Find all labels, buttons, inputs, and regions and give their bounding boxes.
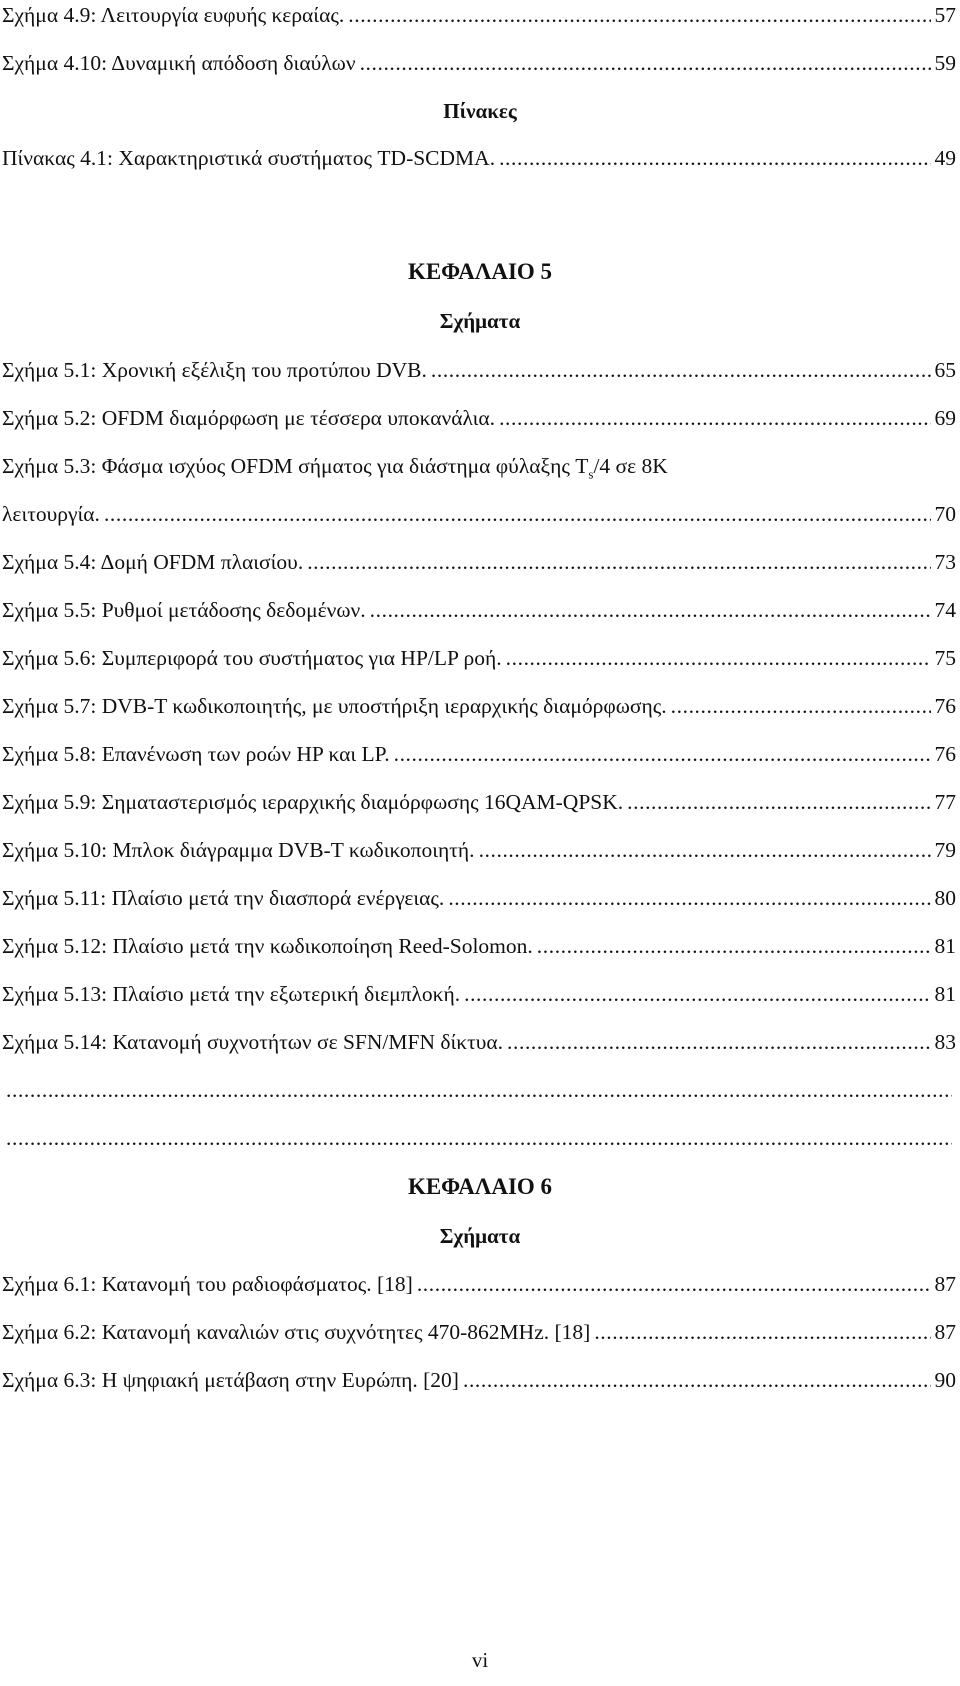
leader-dots <box>499 401 930 435</box>
leader-dots <box>448 881 930 915</box>
toc-entry-page: 81 <box>934 982 956 1006</box>
leader-dots <box>104 497 931 531</box>
toc-entry[interactable] <box>2 497 956 531</box>
toc-entry[interactable] <box>2 881 956 915</box>
leader-dots <box>348 0 930 32</box>
section-subheading: Σχήματα <box>439 1224 521 1248</box>
leader-dots <box>594 1315 930 1349</box>
toc-entry-label: Σχήμα 5.11: Πλαίσιο μετά την διασπορά ενέργειας. <box>2 886 445 910</box>
leader-dots <box>360 46 931 80</box>
toc-entry-page: 74 <box>934 598 956 622</box>
leader-dots <box>464 977 930 1011</box>
toc-entry-label: Σχήμα 5.8: Επανένωση των ροών HP και LP. <box>2 742 390 766</box>
toc-entry-page: 76 <box>934 742 956 766</box>
toc-entry[interactable] <box>2 401 956 435</box>
page-number: vi <box>471 1648 489 1672</box>
toc-entry[interactable] <box>2 833 956 867</box>
toc-entry-page: 87 <box>934 1320 956 1344</box>
leader-dots <box>479 833 931 867</box>
chapter-heading: ΚΕΦΑΛΑΙΟ 6 <box>407 1174 553 1199</box>
toc-entry-page: 75 <box>934 646 956 670</box>
toc-entry[interactable] <box>2 785 956 819</box>
leader-dots <box>417 1267 931 1301</box>
toc-entry-label: Σχήμα 5.6: Συμπεριφορά του συστήματος για HP/LP ροή. <box>2 646 502 670</box>
leader-dots <box>671 689 931 723</box>
toc-entry-page: 87 <box>934 1272 956 1296</box>
section-subheading: Πίνακες <box>443 99 517 123</box>
toc-entry-label: Σχήμα 5.2: OFDM διαμόρφωση με τέσσερα υποκανάλια. <box>2 406 496 430</box>
toc-entry[interactable] <box>2 1363 956 1397</box>
leader-dots <box>394 737 931 771</box>
toc-entry-label: Σχήμα 5.12: Πλαίσιο μετά την κωδικοποίηση Reed-Solomon. <box>2 934 533 958</box>
chapter-heading: ΚΕΦΑΛΑΙΟ 5 <box>407 259 553 284</box>
toc-entry[interactable] <box>2 977 956 1011</box>
toc-entry-page: 69 <box>934 406 956 430</box>
toc-entry[interactable] <box>2 0 956 32</box>
toc-entry[interactable] <box>2 46 956 80</box>
toc-entry-label: Σχήμα 5.9: Σηματαστερισμός ιεραρχικής διαμόρφωσης 16QAM-QPSK. <box>2 790 624 814</box>
toc-entry-page: 76 <box>934 694 956 718</box>
toc-entry[interactable] <box>2 1315 956 1349</box>
leader-dots <box>6 1073 952 1107</box>
toc-entry[interactable] <box>2 641 956 675</box>
toc-entry-label: Σχήμα 5.14: Κατανομή συχνοτήτων σε SFN/MFN δίκτυα. <box>2 1030 504 1054</box>
toc-entry-label: Σχήμα 5.1: Χρονική εξέλιξη του προτύπου DVB. <box>2 358 427 382</box>
toc-entry[interactable] <box>2 141 956 175</box>
toc-entry[interactable] <box>2 1073 956 1107</box>
leader-dots <box>537 929 931 963</box>
toc-entry-label: Πίνακας 4.1: Χαρακτηριστικά συστήματος TD-SCDMA. <box>2 146 496 170</box>
toc-entry-page: 57 <box>934 3 956 27</box>
leader-dots <box>463 1363 931 1397</box>
toc-entry[interactable] <box>2 689 956 723</box>
toc-entry-label: Σχήμα 4.10: Δυναμική απόδοση διαύλων <box>2 51 356 75</box>
toc-entry[interactable] <box>2 1025 956 1059</box>
toc-entry-label: Σχήμα 6.1: Κατανομή του ραδιοφάσματος. [18] <box>2 1272 413 1296</box>
toc-entry-page: 65 <box>934 358 956 382</box>
toc-entry-page: 83 <box>934 1030 956 1054</box>
toc-entry[interactable] <box>2 929 956 963</box>
toc-entry-page: 73 <box>934 550 956 574</box>
toc-entry-page: 79 <box>934 838 956 862</box>
toc-entry-label: Σχήμα 5.4: Δομή OFDM πλαισίου. <box>2 550 304 574</box>
leader-dots <box>627 785 930 819</box>
toc-entry-page: 77 <box>934 790 956 814</box>
toc-entry-page: 49 <box>934 146 956 170</box>
toc-entry[interactable] <box>2 737 956 771</box>
toc-entry-page: 70 <box>934 502 956 526</box>
toc-entry-page: 59 <box>934 51 956 75</box>
leader-dots <box>307 545 930 579</box>
leader-dots <box>507 1025 930 1059</box>
toc-entry-label: Σχήμα 6.3: Η ψηφιακή μετάβαση στην Ευρώπη. [20] <box>2 1368 459 1392</box>
toc-entry-label: Σχήμα 5.13: Πλαίσιο μετά την εξωτερική διεμπλοκή. <box>2 982 461 1006</box>
leader-dots <box>6 1121 952 1155</box>
toc-entry[interactable] <box>2 545 956 579</box>
toc-entry-label: λειτουργία. <box>2 502 100 526</box>
toc-entry[interactable] <box>2 1267 956 1301</box>
leader-dots <box>506 641 931 675</box>
toc-entry-label: Σχήμα 4.9: Λειτουργία ευφυής κεραίας. <box>2 3 345 27</box>
toc-entry-label: Σχήμα 6.2: Κατανομή καναλιών στις συχνότητες 470-862MHz. [18] <box>2 1320 591 1344</box>
toc-entry-page: 81 <box>934 934 956 958</box>
section-subheading: Σχήματα <box>439 309 521 333</box>
leader-dots <box>431 353 931 387</box>
toc-entry-page: 80 <box>934 886 956 910</box>
toc-entry-label: Σχήμα 5.10: Μπλοκ διάγραμμα DVB-T κωδικοποιητή. <box>2 838 475 862</box>
toc-entry-page: 90 <box>934 1368 956 1392</box>
toc-entry[interactable] <box>2 353 956 387</box>
toc-entry-label: Σχήμα 5.7: DVB-T κωδικοποιητής, με υποστήριξη ιεραρχικής διαμόρφωσης. <box>2 694 667 718</box>
leader-dots <box>370 593 931 627</box>
toc-entry[interactable] <box>2 593 956 627</box>
toc-entry-label-line1[interactable]: Σχήμα 5.3: Φάσμα ισχύος OFDM σήματος για διάστημα φύλαξης $T_s/4$ σε 8K <box>2 454 668 482</box>
toc-entry[interactable] <box>2 1121 956 1155</box>
toc-entry-label: Σχήμα 5.5: Ρυθμοί μετάδοσης δεδομένων. <box>2 598 366 622</box>
leader-dots <box>499 141 930 175</box>
